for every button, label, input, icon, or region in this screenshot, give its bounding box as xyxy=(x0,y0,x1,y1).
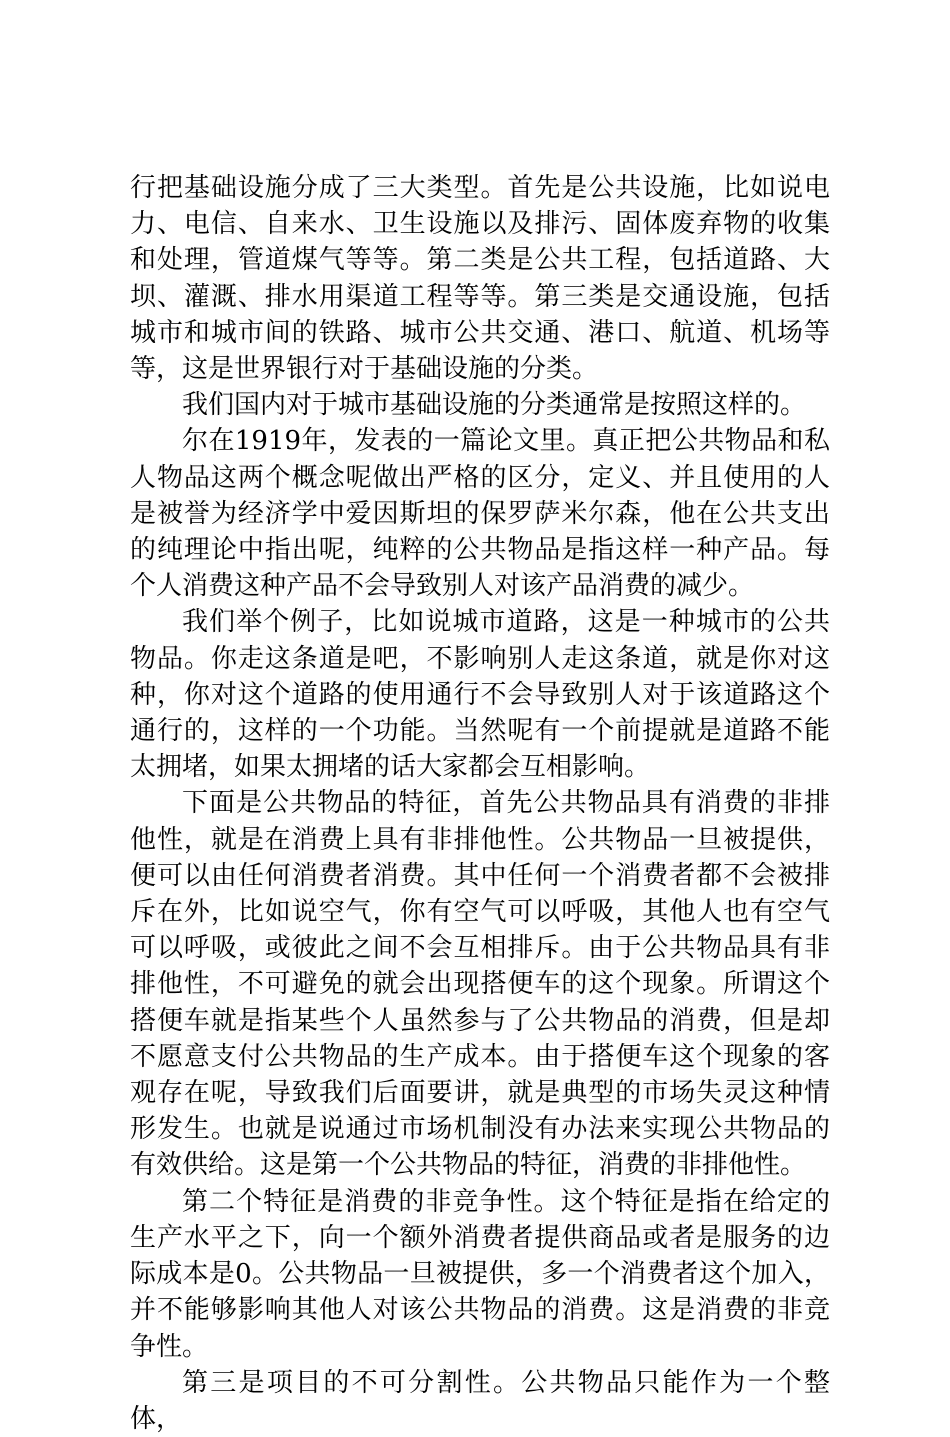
paragraph-3: 尔在1919年，发表的一篇论文里。真正把公共物品和私人物品这两个概念呢做出严格的区分，定义、并且使用的人是被誉为经济学中爱因斯坦的保罗萨米尔森，他在公共支出的纯理论中指出呢，纯粹的公共物品是指这样一种产品。每个人消费这种产品不会导致别人对该产品消费的减少。 xyxy=(130,426,830,602)
paragraph-5: 下面是公共物品的特征，首先公共物品具有消费的非排他性，就是在消费上具有非排他性。公共物品一旦被提供，便可以由任何消费者消费。其中任何一个消费者都不会被排斥在外，比如说空气，你有空气可以呼吸，其他人也有空气可以呼吸，或彼此之间不会互相排斥。由于公共物品具有非排他性，不可避免的就会出现搭便车的这个现象。所谓这个搭便车就是指某些个人虽然参与了公共物品的消费，但是却不愿意支付公共物品的生产成本。由于搭便车这个现象的客观存在呢，导致我们后面要讲，就是典型的市场失灵这种情形发生。也就是说通过市场机制没有办法来实现公共物品的有效供给。这是第一个公共物品的特征，消费的非排他性。 xyxy=(130,788,830,1181)
paragraph-4: 我们举个例子，比如说城市道路，这是一种城市的公共物品。你走这条道是吧，不影响别人走这条道，就是你对这种，你对这个道路的使用通行不会导致别人对于该道路这个通行的，这样的一个功能。当然呢有一个前提就是道路不能太拥堵，如果太拥堵的话大家都会互相影响。 xyxy=(130,607,830,783)
paragraph-6: 第二个特征是消费的非竞争性。这个特征是指在给定的生产水平之下，向一个额外消费者提供商品或者是服务的边际成本是0。公共物品一旦被提供，多一个消费者这个加入，并不能够影响其他人对该公共物品的消费。这是消费的非竞争性。 xyxy=(130,1186,830,1362)
paragraph-1: 行把基础设施分成了三大类型。首先是公共设施，比如说电力、电信、自来水、卫生设施以及排污、固体废弃物的收集和处理，管道煤气等等。第二类是公共工程，包括道路、大坝、灌溉、排水用渠道工程等等。第三类是交通设施，包括城市和城市间的铁路、城市公共交通、港口、航道、机场等等，这是世界银行对于基础设施的分类。 xyxy=(130,173,830,385)
document-body xyxy=(130,170,830,1437)
paragraph-2: 我们国内对于城市基础设施的分类通常是按照这样的。 xyxy=(182,390,807,421)
paragraph-7: 第三是项目的不可分割性。公共物品只能作为一个整体， xyxy=(130,1367,830,1434)
